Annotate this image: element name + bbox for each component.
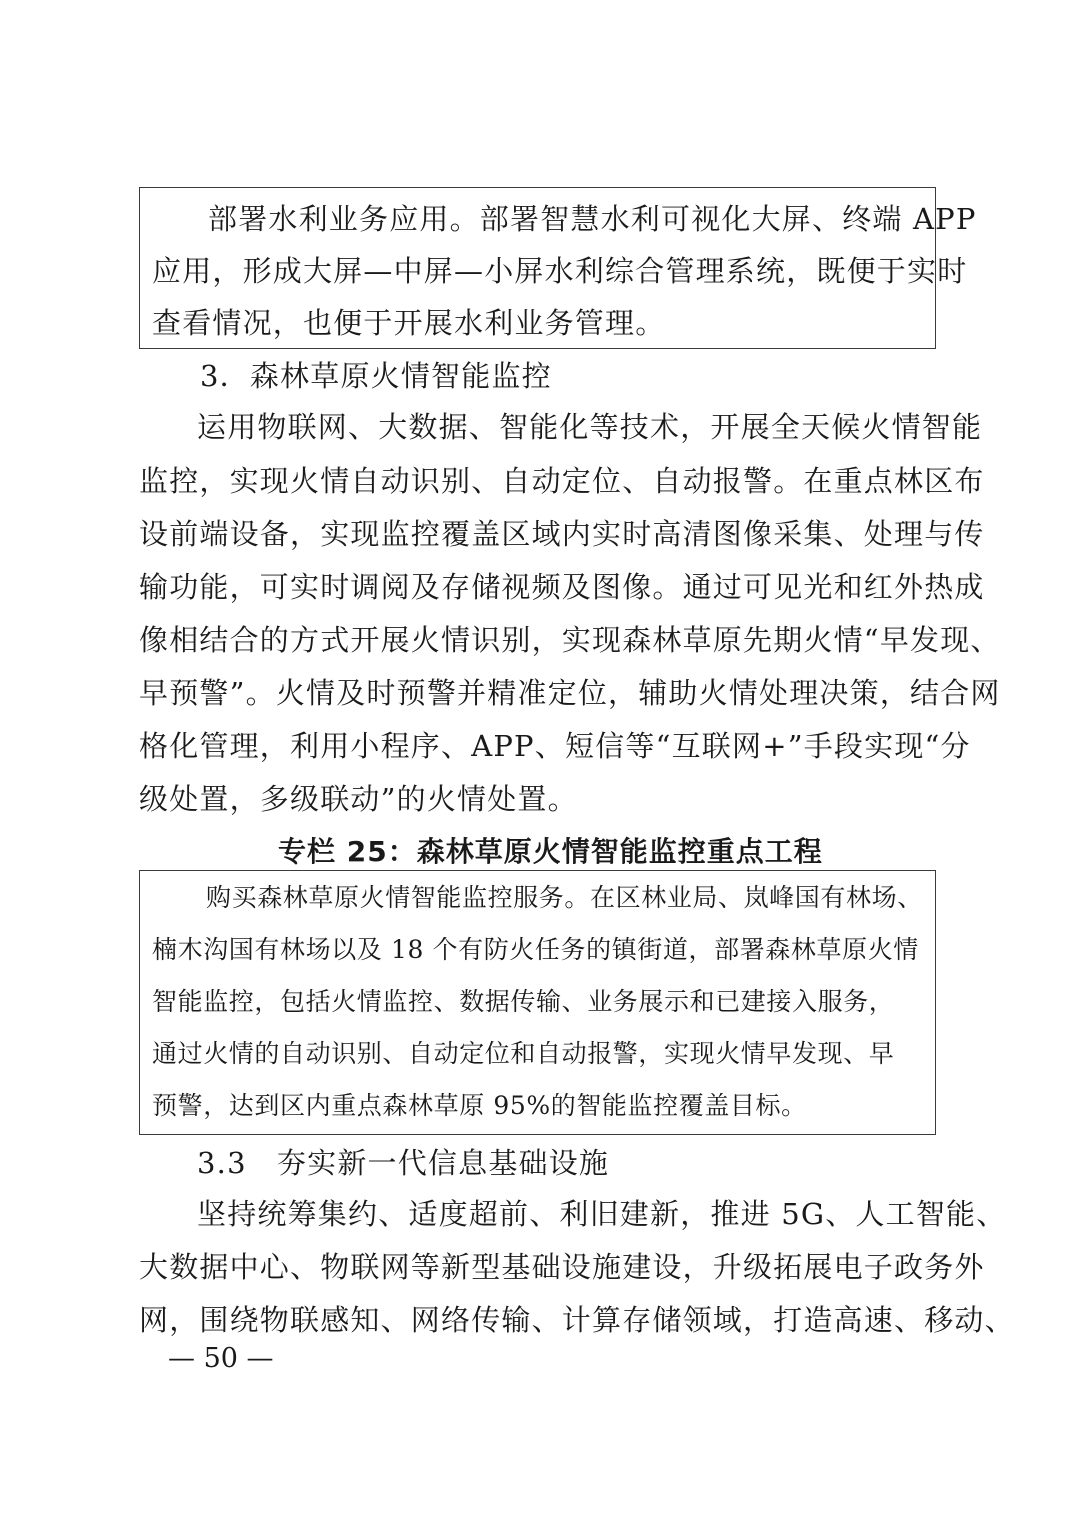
- section-heading: 3．森林草原火情智能监控: [200, 359, 552, 393]
- box-line: 购买森林草原火情智能监控服务。在区林业局、岚峰国有林场、: [206, 883, 923, 912]
- section-heading: 3.3 夯实新一代信息基础设施: [197, 1146, 610, 1180]
- column-title: 专栏 25：森林草原火情智能监控重点工程: [278, 835, 823, 868]
- paragraph-line: 坚持统筹集约、适度超前、利旧建新，推进 5G、人工智能、: [197, 1197, 1007, 1231]
- paragraph-line: 级处置，多级联动”的火情处置。: [139, 782, 578, 816]
- paragraph-line: 像相结合的方式开展火情识别，实现森林草原先期火情“早发现、: [139, 623, 1001, 657]
- paragraph-line: 设前端设备，实现监控覆盖区域内实时高清图像采集、处理与传: [139, 517, 985, 551]
- box-line: 预警，达到区内重点森林草原 95%的智能监控覆盖目标。: [152, 1091, 807, 1120]
- paragraph-line: 大数据中心、物联网等新型基础设施建设，升级拓展电子政务外: [139, 1250, 985, 1284]
- page-number: — 50 —: [168, 1343, 274, 1374]
- box-line: 查看情况，也便于开展水利业务管理。: [152, 306, 666, 340]
- paragraph-line: 运用物联网、大数据、智能化等技术，开展全天候火情智能: [197, 410, 983, 444]
- box-line: 部署水利业务应用。部署智慧水利可视化大屏、终端 APP: [208, 202, 977, 236]
- paragraph-line: 格化管理，利用小程序、APP、短信等“互联网+”手段实现“分: [139, 729, 971, 763]
- box-line: 应用，形成大屏—中屏—小屏水利综合管理系统，既便于实时: [152, 254, 968, 288]
- column-box: [139, 870, 936, 1135]
- paragraph-line: 网，围绕物联感知、网络传输、计算存储领域，打造高速、移动、: [139, 1303, 1015, 1337]
- box-line: 智能监控，包括火情监控、数据传输、业务展示和已建接入服务，: [152, 987, 895, 1016]
- paragraph-line: 早预警”。火情及时预警并精准定位，辅助火情处理决策，结合网: [139, 676, 1001, 710]
- paragraph-line: 监控，实现火情自动识别、自动定位、自动报警。在重点林区布: [139, 464, 985, 498]
- box-line: 楠木沟国有林场以及 18 个有防火任务的镇街道，部署森林草原火情: [152, 935, 919, 964]
- box-line: 通过火情的自动识别、自动定位和自动报警，实现火情早发现、早: [152, 1039, 895, 1068]
- paragraph-line: 输功能，可实时调阅及存储视频及图像。通过可见光和红外热成: [139, 570, 985, 604]
- top-text-box: [139, 187, 977, 349]
